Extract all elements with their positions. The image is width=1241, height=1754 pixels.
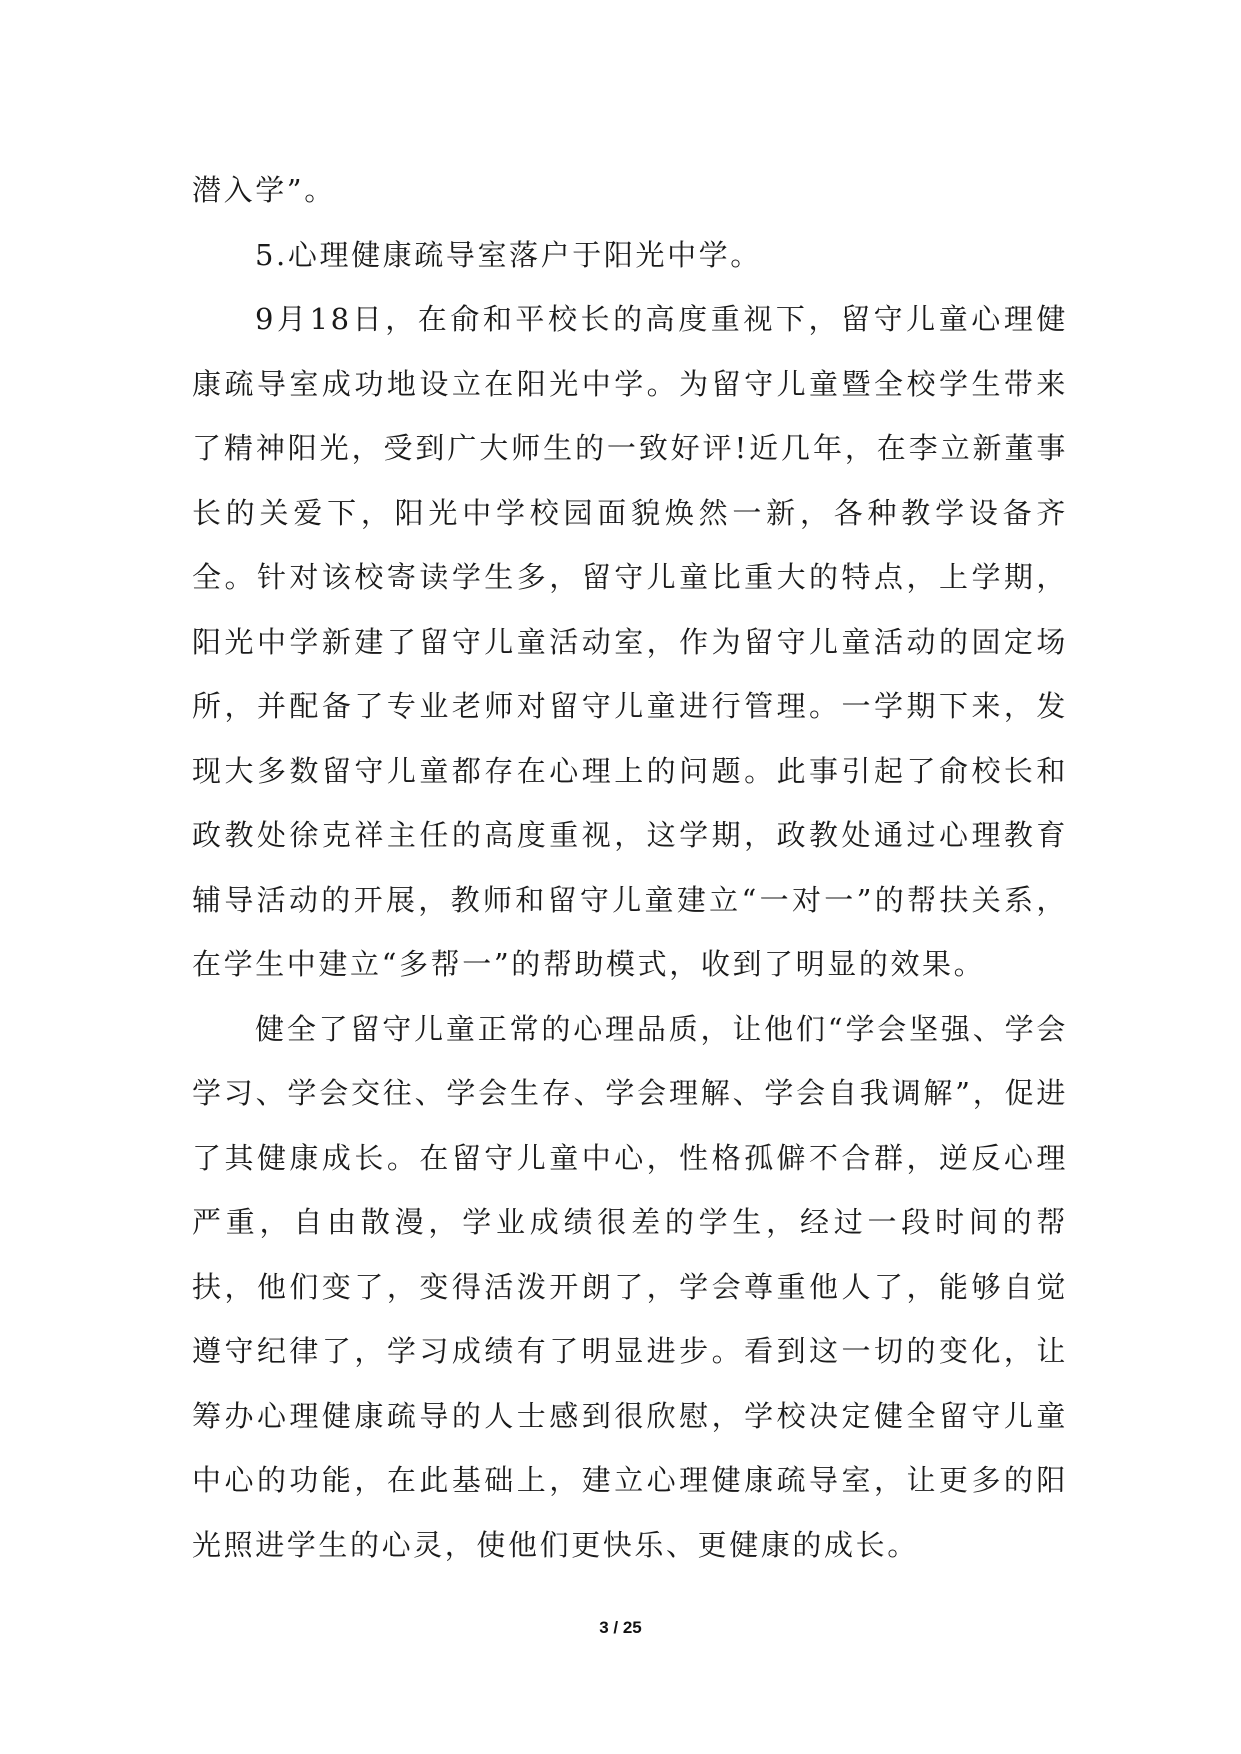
page-number: 3 / 25 [599,1618,642,1637]
paragraph-continuation: 潜入学”。 [192,173,336,207]
paragraph-body: 9月18日，在俞和平校长的高度重视下，留守儿童心理健康疏导室成功地设立在阳光中学。为留守儿童暨全校学生带来了精神阳光，受到广大师生的一致好评!近几年，在李立新董事长的关爱下，阳光中学校园面貌焕然一新，各种教学设备齐全。针对该校寄读学生多，留守儿童比重大的特点，上学期，阳光中学新建了留守儿童活动室，作为留守儿童活动的固定场所，并配备了专业老师对留守儿童进行管理。一学期下来，发现大多数留守儿童都存在心理上的问题。此事引起了俞校长和政教处徐克祥主任的高度重视，这学期，政教处通过心理教育辅导活动的开展，教师和留守儿童建立“一对一”的帮扶关系，在学生中建立“多帮一”的帮助模式，收到了明显的效果。 [192,302,1068,981]
document-body [192,158,1068,1577]
section-heading: 5.心理健康疏导室落户于阳光中学。 [255,237,762,272]
paragraph-body: 健全了留守儿童正常的心理品质，让他们“学会坚强、学会学习、学会交往、学会生存、学会理解、学会自我调解”，促进了其健康成长。在留守儿童中心，性格孤僻不合群，逆反心理严重，自由散漫，学业成绩很差的学生，经过一段时间的帮扶，他们变了，变得活泼开朗了，学会尊重他人了，能够自觉遵守纪律了，学习成绩有了明显进步。看到这一切的变化，让筹办心理健康疏导的人士感到很欣慰，学校决定健全留守儿童中心的功能，在此基础上，建立心理健康疏导室，让更多的阳光照进学生的心灵，使他们更快乐、更健康的成长。 [192,1011,1068,1562]
